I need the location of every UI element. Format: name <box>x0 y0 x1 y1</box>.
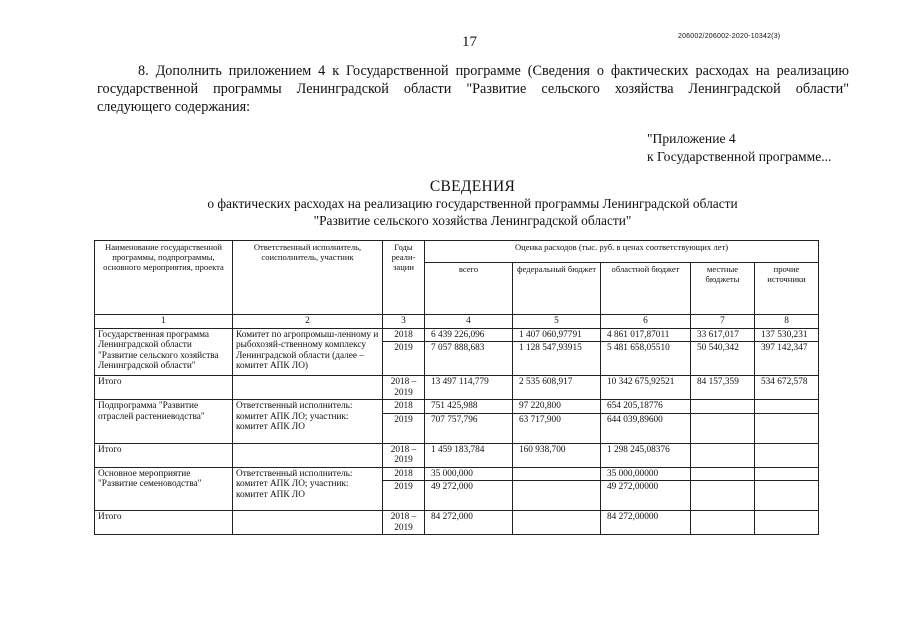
cell-regional: 4 861 017,87011 <box>601 328 691 342</box>
cell-total: 35 000,000 <box>425 467 513 481</box>
cell-regional: 5 481 658,05510 <box>601 342 691 376</box>
header-total: всего <box>425 263 513 315</box>
appendix-line-2: к Государственной программе... <box>647 149 832 164</box>
table-row <box>95 328 819 342</box>
itogo-label: Итого <box>95 443 233 467</box>
col-number: 6 <box>601 315 691 329</box>
cell-other <box>755 467 819 481</box>
row-name: Государственная программа Ленинградской области "Развитие сельского хозяйства Ленинградской области" <box>95 328 233 376</box>
col-number: 5 <box>513 315 601 329</box>
itogo-local: 84 157,359 <box>691 376 755 400</box>
row-executor: Комитет по агропромыш-ленному и рыбохозяй-ственному комплексу Ленинградской области (далее – комитет АПК ЛО) <box>233 328 383 376</box>
cell-other <box>755 413 819 443</box>
cell-regional: 644 039,89600 <box>601 413 691 443</box>
itogo-total: 84 272,000 <box>425 511 513 535</box>
cell-regional: 654 205,18776 <box>601 400 691 414</box>
row-year: 2019 <box>383 413 425 443</box>
cell-regional: 35 000,00000 <box>601 467 691 481</box>
subtitle-line-1: о фактических расходах на реализацию государственной программы Ленинградской области <box>207 196 738 211</box>
row-name: Подпрограмма "Развитие отраслей растениеводства" <box>95 400 233 444</box>
itogo-year: 2018 – 2019 <box>383 376 425 400</box>
paragraph-line-2: государственной программы Ленинградской области "Развитие сельского хозяйства Ленинградской области" <box>97 81 849 97</box>
col-number: 8 <box>755 315 819 329</box>
itogo-executor-empty <box>233 443 383 467</box>
cell-other: 137 530,231 <box>755 328 819 342</box>
expenses-table <box>94 240 819 535</box>
cell-total: 707 757,796 <box>425 413 513 443</box>
cell-federal: 1 128 547,93915 <box>513 342 601 376</box>
table-row <box>95 467 819 481</box>
itogo-executor-empty <box>233 511 383 535</box>
header-years: Годы реали-зации <box>383 241 425 315</box>
cell-other <box>755 481 819 511</box>
cell-local <box>691 400 755 414</box>
cell-federal <box>513 467 601 481</box>
itogo-federal: 2 535 608,917 <box>513 376 601 400</box>
itogo-row <box>95 511 819 535</box>
header-local: местные бюджеты <box>691 263 755 315</box>
header-other: прочие источники <box>755 263 819 315</box>
col-number: 4 <box>425 315 513 329</box>
cell-federal: 1 407 060,97791 <box>513 328 601 342</box>
cell-other <box>755 400 819 414</box>
itogo-label: Итого <box>95 376 233 400</box>
document-title: СВЕДЕНИЯ <box>429 178 516 195</box>
itogo-row <box>95 376 819 400</box>
row-year: 2019 <box>383 481 425 511</box>
document-id: 206002/206002-2020-10342(3) <box>678 33 781 40</box>
subtitle-line-2: "Развитие сельского хозяйства Ленинградской области" <box>313 212 632 228</box>
cell-local <box>691 413 755 443</box>
header-name: Наименование государственной программы, подпрограммы, основного мероприятия, проекта <box>95 241 233 315</box>
itogo-year: 2018 – 2019 <box>383 511 425 535</box>
header-executor: Ответственный исполнитель, соисполнитель, участник <box>233 241 383 315</box>
cell-local <box>691 467 755 481</box>
row-name: Основное мероприятие "Развитие семеноводства" <box>95 467 233 511</box>
page-number: 17 <box>462 34 477 50</box>
itogo-total: 1 459 183,784 <box>425 443 513 467</box>
header-regional: областной бюджет <box>601 263 691 315</box>
cell-regional: 49 272,00000 <box>601 481 691 511</box>
itogo-regional: 1 298 245,08376 <box>601 443 691 467</box>
row-year: 2018 <box>383 467 425 481</box>
itogo-other: 534 672,578 <box>755 376 819 400</box>
paragraph-line-1: 8. Дополнить приложением 4 к Государственной программе (Сведения о фактических расходах на реализацию <box>138 63 849 79</box>
itogo-regional: 10 342 675,92521 <box>601 376 691 400</box>
cell-local <box>691 481 755 511</box>
amendment-paragraph <box>97 62 849 116</box>
cell-federal: 97 220,800 <box>513 400 601 414</box>
itogo-label: Итого <box>95 511 233 535</box>
cell-total: 6 439 226,096 <box>425 328 513 342</box>
appendix-reference <box>647 130 831 166</box>
cell-total: 49 272,000 <box>425 481 513 511</box>
row-year: 2018 <box>383 328 425 342</box>
itogo-other <box>755 443 819 467</box>
cell-total: 751 425,988 <box>425 400 513 414</box>
itogo-row <box>95 443 819 467</box>
table-row <box>95 400 819 414</box>
itogo-total: 13 497 114,779 <box>425 376 513 400</box>
itogo-federal: 160 938,700 <box>513 443 601 467</box>
cell-other: 397 142,347 <box>755 342 819 376</box>
itogo-local <box>691 511 755 535</box>
header-estimate: Оценка расходов (тыс. руб. в ценах соответствующих лет) <box>425 241 819 263</box>
cell-federal: 63 717,900 <box>513 413 601 443</box>
itogo-local <box>691 443 755 467</box>
itogo-federal <box>513 511 601 535</box>
row-year: 2019 <box>383 342 425 376</box>
itogo-other <box>755 511 819 535</box>
row-year: 2018 <box>383 400 425 414</box>
paragraph-line-3: следующего содержания: <box>97 99 251 115</box>
itogo-year: 2018 – 2019 <box>383 443 425 467</box>
document-subtitle <box>0 196 905 229</box>
row-executor: Ответственный исполнитель: комитет АПК ЛО; участник: комитет АПК ЛО <box>233 400 383 444</box>
header-federal: федеральный бюджет <box>513 263 601 315</box>
col-number: 3 <box>383 315 425 329</box>
cell-total: 7 057 888,683 <box>425 342 513 376</box>
col-number: 1 <box>95 315 233 329</box>
column-number-row <box>95 315 819 329</box>
cell-local: 50 540,342 <box>691 342 755 376</box>
cell-federal <box>513 481 601 511</box>
col-number: 7 <box>691 315 755 329</box>
appendix-line-1: "Приложение 4 <box>647 131 736 146</box>
cell-local: 33 617,017 <box>691 328 755 342</box>
itogo-regional: 84 272,00000 <box>601 511 691 535</box>
itogo-executor-empty <box>233 376 383 400</box>
row-executor: Ответственный исполнитель: комитет АПК ЛО; участник: комитет АПК ЛО <box>233 467 383 511</box>
col-number: 2 <box>233 315 383 329</box>
